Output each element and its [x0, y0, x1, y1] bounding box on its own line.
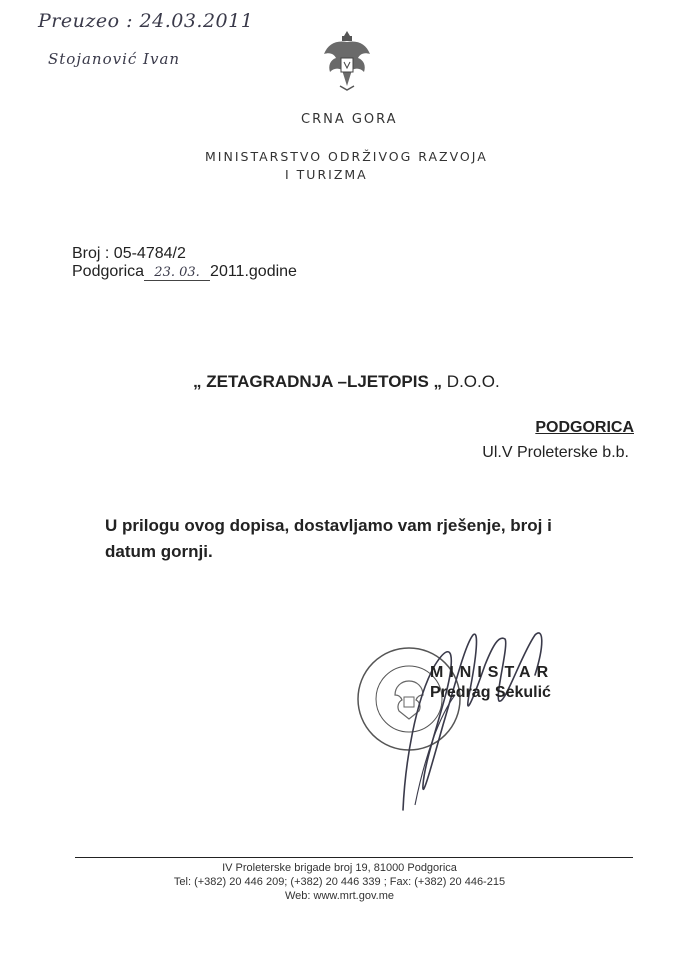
footer-address: IV Proleterske brigade broj 19, 81000 Podgorica [222, 862, 457, 874]
minister-title: MINISTAR [430, 664, 555, 681]
footer-web: Web: www.mrt.gov.me [284, 890, 394, 902]
recipient-city: PODGORICA [535, 419, 634, 436]
footer-contacts: Tel: (+382) 20 446 209; (+382) 20 446 339 ; Fax: (+382) 20 446-215 [173, 876, 506, 888]
handwritten-date: 23. 03. [144, 265, 210, 281]
country-name: CRNA GORA [301, 112, 398, 127]
footer-divider [75, 857, 633, 858]
date-prefix: Podgorica [72, 263, 145, 280]
recipient-company-suffix: D.O.O. [446, 372, 500, 391]
ministry-name-line-1: MINISTARSTVO ODRŽIVOG RAZVOJA [205, 149, 488, 164]
coat-of-arms-icon [322, 30, 372, 92]
ministry-name-line-2: I TURIZMA [285, 167, 368, 182]
recipient-street: Ul.V Proleterske b.b. [482, 444, 629, 461]
reference-number: Broj : 05-4784/2 [72, 245, 186, 262]
minister-name: Predrag Sekulić [430, 684, 551, 701]
date-line [72, 263, 297, 281]
handwritten-name-note: Stojanović Ivan [48, 50, 181, 68]
handwritten-received-note: Preuzeo : 24.03.2011 [38, 10, 254, 32]
letter-body: U prilogu ovog dopisa, dostavljamo vam rješenje, broj i datum gornji. [105, 516, 552, 561]
signature-icon [395, 605, 565, 830]
recipient-name [193, 372, 500, 392]
recipient-company: „ ZETAGRADNJA –LJETOPIS „ [193, 372, 443, 391]
date-suffix: 2011.godine [210, 263, 297, 280]
